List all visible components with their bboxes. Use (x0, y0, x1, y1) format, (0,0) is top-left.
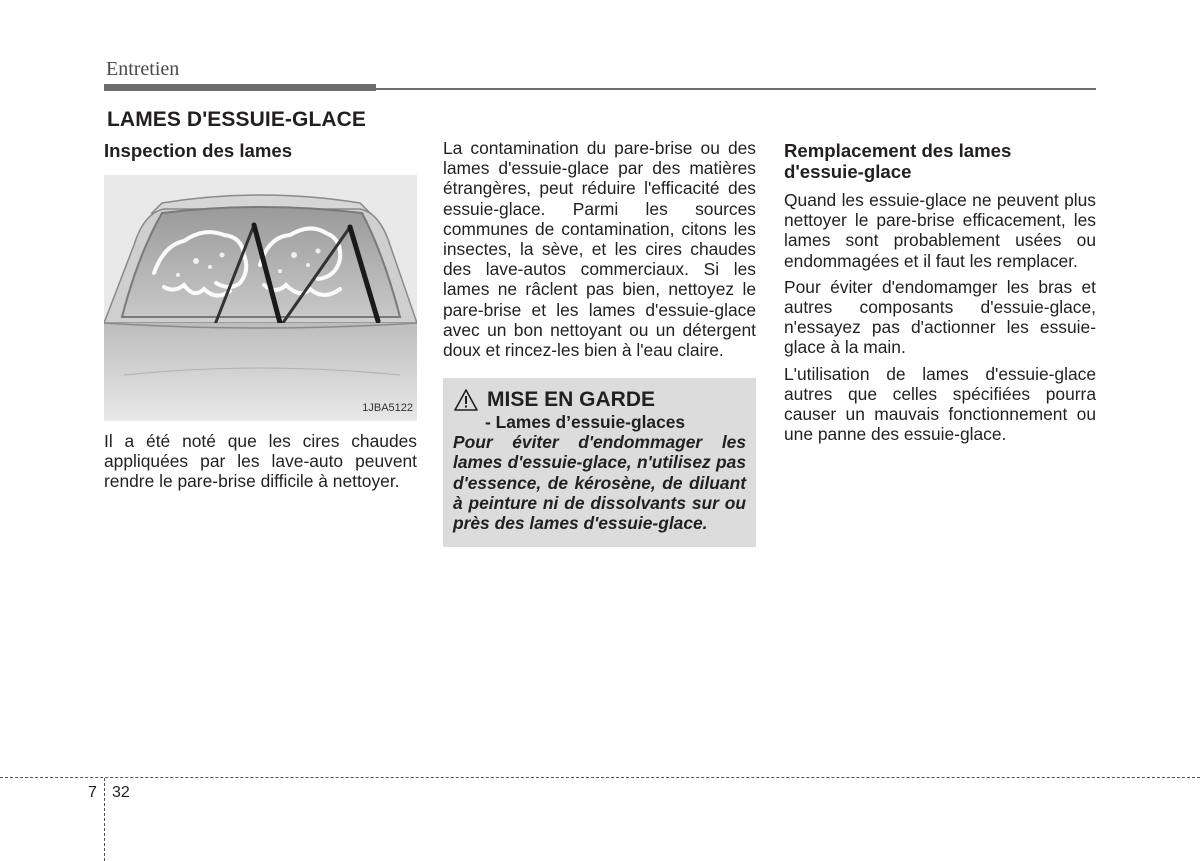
warning-header (453, 388, 746, 412)
warning-box (443, 378, 756, 547)
windshield-illustration (104, 175, 417, 421)
header-rule-thick (104, 84, 376, 91)
wax-note-paragraph: Il a été noté que les cires chaudes appliquées par les lave-auto peuvent rendre le pare-brise difficile à nettoyer. (104, 431, 417, 492)
warning-subtitle: - Lames d’essuie-glaces (485, 412, 686, 433)
page-chapter-number: 7 (88, 784, 97, 801)
footer-divider (0, 777, 1200, 778)
page-number: 32 (112, 784, 130, 801)
column-3 (784, 140, 1096, 444)
footer-vertical-divider (104, 778, 105, 861)
car-windshield-drawing (104, 175, 417, 421)
column-2 (443, 138, 756, 547)
warning-body: Pour éviter d'endommager les lames d'essuie-glace, n'utilisez pas d'essence, de kérosène, de diluant à peinture ni de dissolvants sur ou près des lames d'essuie-glace. (453, 432, 746, 534)
figure-caption: 1JBA5122 (362, 401, 413, 414)
replacement-paragraph-2: Pour éviter d'endomamger les bras et autres composants d'essuie-glace, n'essayez pas d'actionner les essuie-glace à la main. (784, 276, 1096, 358)
chapter-title: Entretien (106, 58, 180, 80)
warning-triangle-icon (453, 388, 479, 412)
contamination-paragraph: La contamination du pare-brise ou des lames d'essuie-glace par des matières étrangères, peut réduire l'efficacité des essuie-glace. Parmi les sources communes de contamination, citons les insectes, la sève, et les cires chaudes des lave-autos commerciaux. Si les lames ne râclent pas bien, nettoyez le pare-brise et les lames d'essuie-glace avec un bon nettoyant ou un détergent doux et rincez-les bien à l'eau claire. (443, 138, 756, 361)
replacement-heading: Remplacement des lames d'essuie-glace (784, 140, 1012, 182)
replacement-paragraph-1: Quand les essuie-glace ne peuvent plus nettoyer le pare-brise efficacement, les lames sont probablement usées ou endommagées et il faut les remplacer. (784, 190, 1096, 271)
warning-title: MISE EN GARDE (487, 388, 656, 412)
inspection-heading: Inspection des lames (104, 140, 293, 161)
column-1 (104, 140, 417, 492)
section-title: LAMES D'ESSUIE-GLACE (107, 108, 367, 131)
header-rule-thin (376, 88, 1096, 90)
replacement-paragraph-3: L'utilisation de lames d'essuie-glace autres que celles spécifiées pourra causer un mauvais fonctionnement ou une panne des essuie-glace. (784, 363, 1096, 445)
